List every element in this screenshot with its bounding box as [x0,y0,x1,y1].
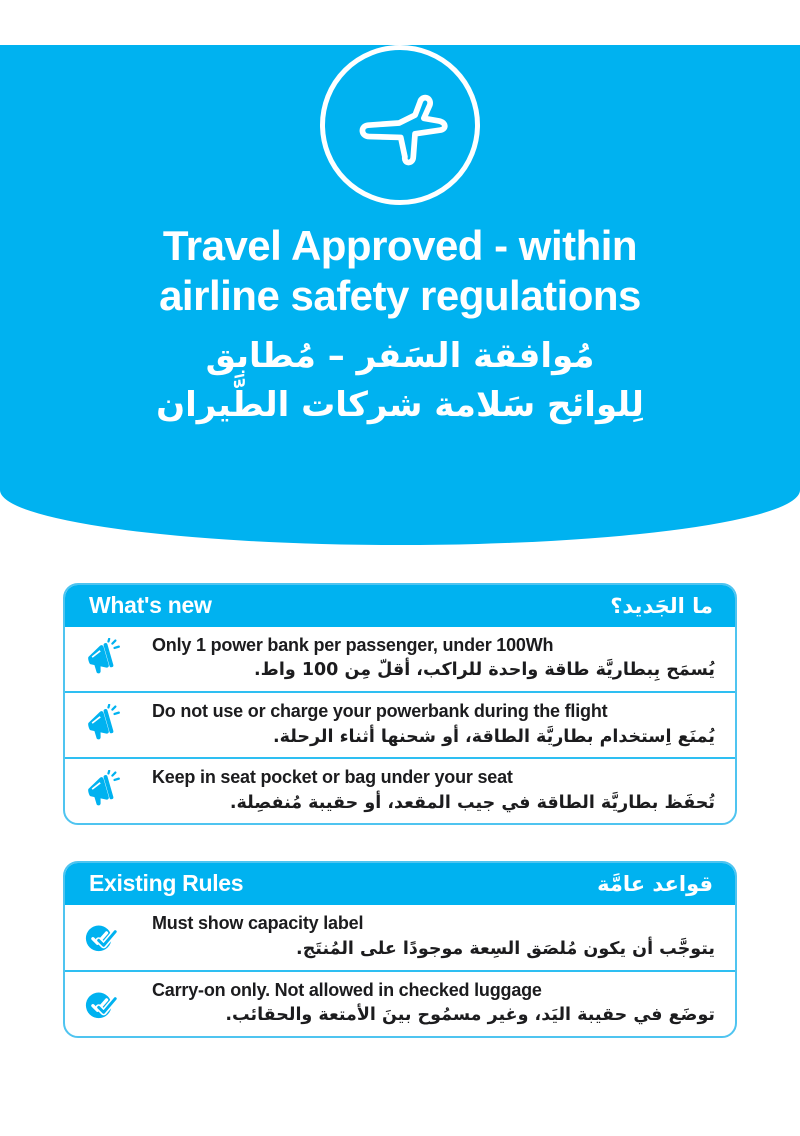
item-text-ar: يُمنَع اِستخدام بطاريَّة الطاقة، أو شحنها أثناء الرحلة. [273,726,715,747]
hero-title-en-line1: Travel Approved - within [162,222,638,269]
list-item-text [138,979,715,1027]
check-badge-icon [83,983,121,1021]
item-text-en: Must show capacity label [152,913,364,934]
list-item [65,757,735,823]
check-badge-icon [83,916,121,954]
existing-rules-header [65,863,735,905]
item-text-ar: تُحفَظ بطاريَّة الطاقة في جيب المقعد، أو حقيبة مُنفصِلة. [229,792,715,813]
list-item [65,691,735,757]
infographic-page [0,45,800,1136]
megaphone-icon [83,704,121,742]
list-item-text [138,700,715,748]
list-item-text [138,634,715,682]
item-text-ar: يُسمَح بِبطاريَّة طاقة واحدة للراكب، أقلّ مِن 100 واط. [254,660,715,681]
list-item [65,905,735,969]
airplane-badge [320,45,480,205]
whats-new-title-ar: ما الجَديد؟ [610,593,713,618]
list-item-text [138,766,715,814]
list-item [65,970,735,1036]
existing-rules-title-en: Existing Rules [89,870,244,897]
airplane-icon [348,73,452,177]
item-text-en: Carry-on only. Not allowed in checked luggage [152,979,542,1000]
hero-title-en [0,221,800,322]
item-text-ar: توضَع في حقيبة اليَد، وغير مسمُوح بينَ الأمتعة والحقائب. [225,1004,715,1025]
existing-rules-title-ar: قواعد عامَّة [597,871,713,896]
item-text-en: Do not use or charge your powerbank during the flight [152,701,608,722]
item-text-ar: يتوجَّب أن يكون مُلصَق السِعة موجودًا على المُنتَج. [296,938,715,959]
section-existing-rules [63,861,737,1037]
megaphone-icon [83,638,121,676]
hero-banner [0,45,800,545]
hero-title-ar-line2: لِلوائح سَلامة شركات الطَّيران [156,385,644,426]
list-item [65,627,735,691]
hero-title-ar-line1: مُوافقة السَفر – مُطابق [205,335,595,376]
section-whats-new [63,583,737,825]
whats-new-header [65,585,735,627]
hero-title-ar [0,332,800,431]
list-item-text [138,912,715,960]
item-text-en: Only 1 power bank per passenger, under 100Wh [152,635,554,655]
hero-title-en-line2: airline safety regulations [159,272,641,320]
item-text-en: Keep in seat pocket or bag under your seat [152,767,513,788]
whats-new-title-en: What's new [89,592,212,618]
megaphone-icon [83,770,121,808]
